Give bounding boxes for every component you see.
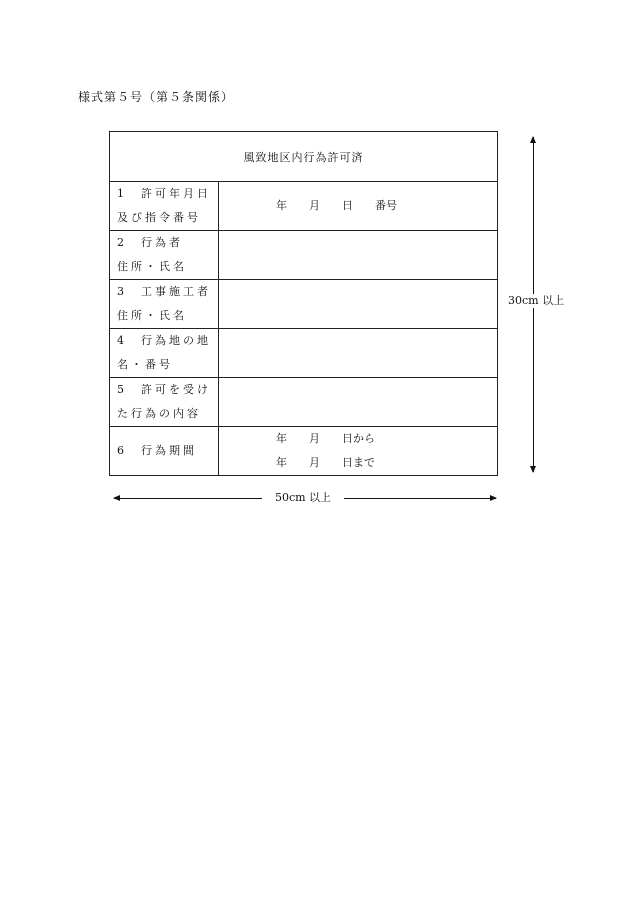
row-value-permitted-act <box>219 378 498 427</box>
row-value-site <box>219 329 498 378</box>
table-row <box>110 378 498 427</box>
label-line: 住所・氏名 <box>117 260 187 273</box>
label-line: 6 行為期間 <box>117 444 197 457</box>
row-value-permit-date <box>219 182 498 231</box>
date-number-line: 年 月 日 番号 <box>276 199 397 212</box>
row-value-actor <box>219 231 498 280</box>
label-line: 名・番号 <box>117 358 173 371</box>
width-dimension-label: 50cm 以上 <box>262 491 344 505</box>
label-line: 3 工事施工者 <box>117 285 211 298</box>
sign-title: 風致地区内行為許可済 <box>110 132 498 182</box>
row-label-site <box>110 329 219 378</box>
row-label-permitted-act <box>110 378 219 427</box>
table-row <box>110 329 498 378</box>
label-line: 5 許可を受け <box>117 383 211 396</box>
label-line: 住所・氏名 <box>117 309 187 322</box>
permit-sign-table <box>109 131 498 476</box>
table-row <box>110 231 498 280</box>
period-end-line: 年 月 日まで <box>276 456 375 469</box>
form-number-heading: 様式第５号（第５条関係） <box>78 90 235 104</box>
table-row <box>110 182 498 231</box>
label-line: 2 行為者 <box>117 236 183 249</box>
title-row <box>110 132 498 182</box>
row-label-period <box>110 427 219 476</box>
period-start-line: 年 月 日から <box>276 432 375 445</box>
label-line: 1 許可年月日 <box>117 187 211 200</box>
label-line: 及び指令番号 <box>117 211 201 224</box>
row-value-period <box>219 427 498 476</box>
row-label-permit-date <box>110 182 219 231</box>
label-line: 4 行為地の地 <box>117 334 211 347</box>
row-label-contractor <box>110 280 219 329</box>
row-value-contractor <box>219 280 498 329</box>
height-dimension-label: 30cm 以上 <box>508 294 565 307</box>
table-row <box>110 280 498 329</box>
row-label-actor <box>110 231 219 280</box>
label-line: た行為の内容 <box>117 407 201 420</box>
table-row <box>110 427 498 476</box>
